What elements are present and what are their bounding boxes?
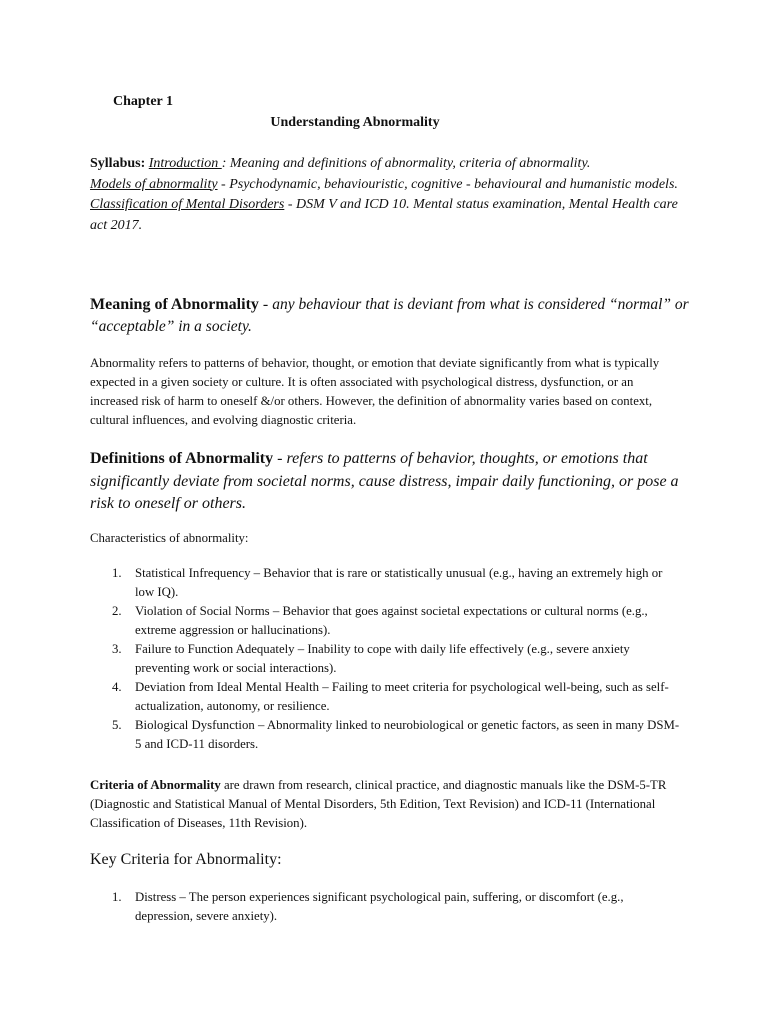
- criteria-text: are drawn from research, clinical practice, and diagnostic manuals like the DSM-5-TR (Diagnostic and Statistical Manual of Mental Disorders, 5th Edition, Text Revision) and ICD-11 (International Classification of Diseases, 11th Revision).: [90, 778, 667, 830]
- list-item-text: Violation of Social Norms – Behavior that goes against societal expectations or cultural norms (e.g., extreme aggression or hallucinations).: [135, 604, 648, 637]
- definitions-heading-block: [90, 448, 690, 516]
- list-item-text: Distress – The person experiences significant psychological pain, suffering, or discomfort (e.g., depression, severe anxiety).: [135, 890, 624, 923]
- list-number: 4.: [112, 680, 122, 694]
- list-number: 5.: [112, 718, 122, 732]
- list-item-text: Failure to Function Adequately – Inability to cope with daily life effectively (e.g., severe anxiety preventing work or social interactions).: [135, 642, 630, 675]
- models-text: - Psychodynamic, behaviouristic, cognitive - behavioural and humanistic models.: [217, 176, 678, 192]
- syllabus-block: [90, 154, 690, 236]
- list-number: 1.: [112, 890, 122, 904]
- page-title: Understanding Abnormality: [270, 115, 440, 130]
- list-item-text: Biological Dysfunction – Abnormality linked to neurobiological or genetic factors, as seen in many DSM-5 and ICD-11 disorders.: [135, 718, 680, 751]
- list-number: 3.: [112, 642, 122, 656]
- models-link: Models of abnormality: [90, 176, 218, 192]
- list-item: [90, 602, 680, 640]
- list-number: 1.: [112, 566, 122, 580]
- chapter-label: Chapter 1: [113, 94, 174, 109]
- list-item: [90, 640, 680, 678]
- list-item-text: Deviation from Ideal Mental Health – Failing to meet criteria for psychological well-being, such as self-actualization, autonomy, or resilience.: [135, 680, 669, 713]
- definitions-dash: -: [273, 450, 287, 467]
- syllabus-label: Syllabus:: [90, 156, 146, 171]
- key-criteria-list: [90, 888, 680, 926]
- meaning-paragraph: Abnormality refers to patterns of behavior, thought, or emotion that deviate significantly from what is typically expected in a given society or culture. It is often associated with psychological distress, dysfunction, or an increased risk of harm to oneself &/or others. However, the definition of abnormality varies based on context, cultural influences, and evolving diagnostic criteria.: [90, 356, 660, 427]
- criteria-paragraph: [90, 776, 680, 833]
- meaning-definition: any behaviour that is deviant from what is considered “normal” or “acceptable” in a society.: [90, 296, 689, 335]
- meaning-heading: Meaning of Abnormality: [90, 296, 259, 313]
- meaning-dash: -: [258, 296, 273, 313]
- introduction-text: : Meaning and definitions of abnormality, criteria of abnormality.: [221, 156, 591, 171]
- list-item: [90, 716, 680, 754]
- meaning-heading-block: [90, 294, 690, 338]
- characteristics-list: [90, 564, 680, 754]
- classification-text: - DSM V and ICD 10. Mental status examination, Mental Health care act 2017.: [90, 197, 678, 233]
- list-item-text: Statistical Infrequency – Behavior that is rare or statistically unusual (e.g., having an extremely high or low IQ).: [135, 566, 663, 599]
- list-item: [90, 678, 680, 716]
- characteristics-intro: Characteristics of abnormality:: [90, 531, 249, 545]
- definitions-text: refers to patterns of behavior, thoughts, or emotions that significantly deviate from societal norms, cause distress, impair daily functioning, or pose a risk to oneself or others.: [90, 450, 679, 512]
- list-item: [90, 564, 680, 602]
- list-number: 2.: [112, 604, 122, 618]
- classification-link: Classification of Mental Disorders: [90, 197, 285, 212]
- criteria-bold: Criteria of Abnormality: [90, 778, 221, 792]
- key-criteria-heading: Key Criteria for Abnormality:: [90, 851, 282, 868]
- list-item: [90, 888, 680, 926]
- definitions-heading: Definitions of Abnormality: [90, 450, 274, 467]
- introduction-link: Introduction: [148, 156, 222, 171]
